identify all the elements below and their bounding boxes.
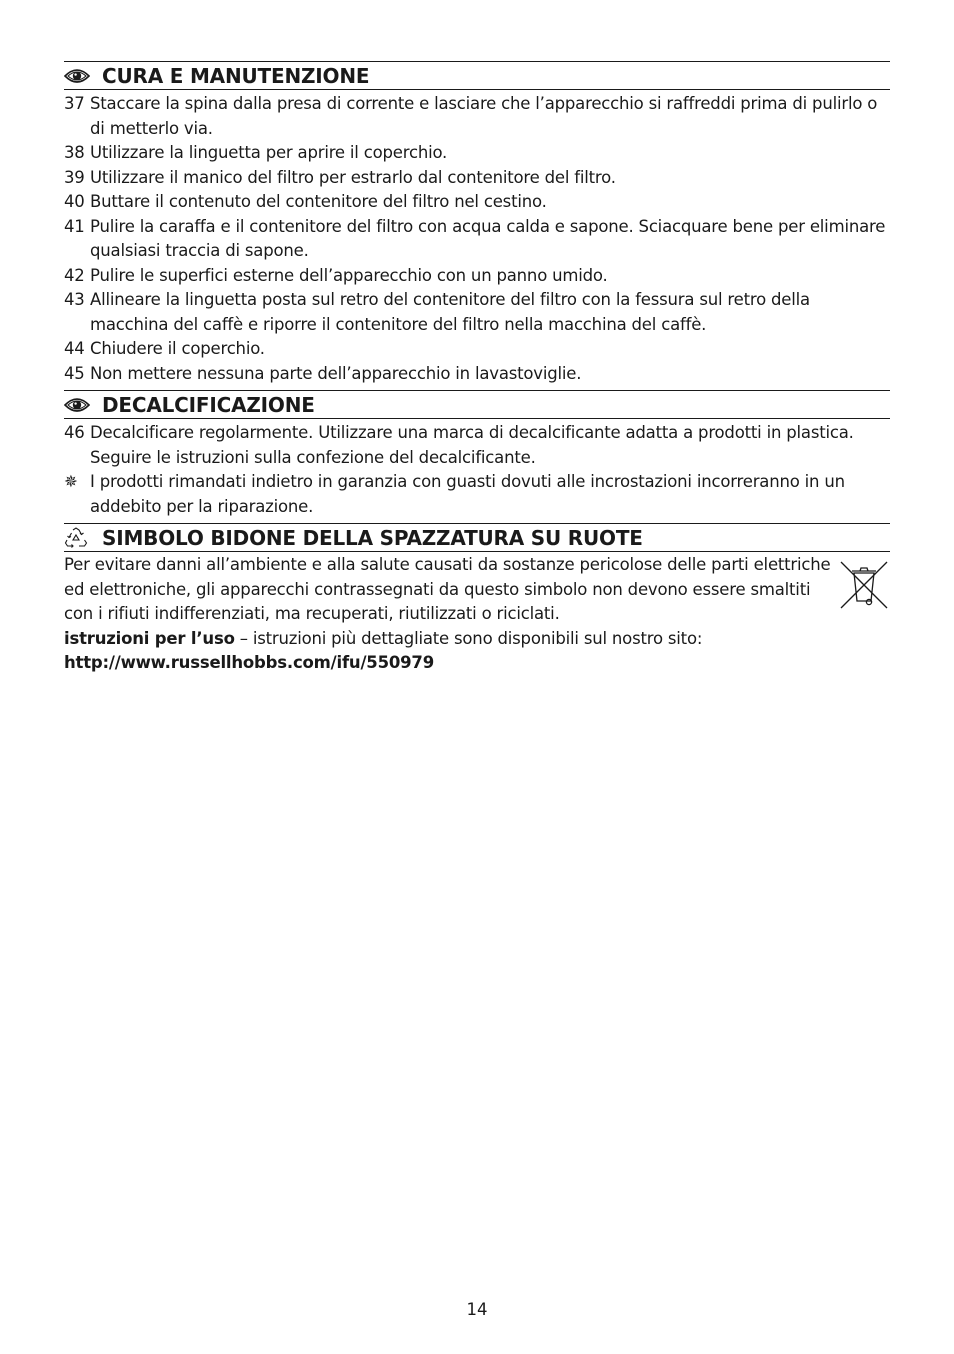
warning-star-icon: ✵	[64, 472, 78, 491]
instructions-label: istruzioni per l’uso	[64, 628, 235, 648]
page-number: 14	[466, 1300, 488, 1319]
list-item: ✵ I prodotti rimandati indietro in garanzia con guasti dovuti alle incrostazioni incorreranno in un addebito per la riparazione.	[64, 470, 890, 519]
list-item: 44 Chiudere il coperchio.	[64, 339, 265, 358]
section-title: SIMBOLO BIDONE DELLA SPAZZATURA SU RUOTE	[102, 525, 643, 550]
eye-icon	[64, 395, 90, 415]
instructions-url-link[interactable]: http://www.russellhobbs.com/ifu/550979	[64, 653, 434, 672]
list-item: 41 Pulire la caraffa e il contenitore del filtro con acqua calda e sapone. Sciacquare bene per eliminare qualsiasi traccia di sapone.	[64, 216, 886, 260]
section-header-descaling	[64, 390, 890, 419]
crossed-out-wheelie-bin-icon	[838, 559, 890, 611]
weee-paragraph: Per evitare danni all’ambiente e alla salute causati da sostanze pericolose delle parti elettriche ed elettroniche, gli apparecchi contrassegnati da questo simbolo non devono essere smaltiti con i rifiuti indifferenziati, ma recuperati, riutilizzati o riciclati.	[64, 555, 831, 623]
list-item: 46 Decalcificare regolarmente. Utilizzare una marca di decalcificante adatta a prodotti in plastica. Seguire le istruzioni sulla confezione del decalcificante.	[64, 423, 854, 467]
section-title: DECALCIFICAZIONE	[102, 392, 315, 417]
instructions-text: – istruzioni più dettagliate sono disponibili sul nostro sito:	[234, 628, 703, 648]
eye-icon	[64, 66, 90, 86]
list-item: 45 Non mettere nessuna parte dell’apparecchio in lavastoviglie.	[64, 363, 582, 383]
list-item: 43 Allineare la linguetta posta sul retro del contenitore del filtro con la fessura sul retro della macchina del caffè e riporre il contenitore del filtro nella macchina del caffè.	[64, 290, 810, 334]
weee-block	[64, 553, 890, 627]
list-item: 42 Pulire le superfici esterne dell’apparecchio con un panno umido.	[64, 265, 608, 285]
instructions-line	[64, 627, 890, 652]
list-item: 37 Staccare la spina dalla presa di corrente e lasciare che l’apparecchio si raffreddi prima di pulirlo o di metterlo via.	[64, 94, 878, 138]
document-page	[64, 61, 890, 676]
list-item: 39 Utilizzare il manico del filtro per estrarlo dal contenitore del filtro.	[64, 167, 616, 187]
descaling-list	[64, 421, 890, 519]
list-item: 38 Utilizzare la linguetta per aprire il coperchio.	[64, 143, 448, 162]
section-title: CURA E MANUTENZIONE	[102, 63, 370, 88]
list-item: 40 Buttare il contenuto del contenitore del filtro nel cestino.	[64, 192, 547, 211]
care-list	[64, 92, 890, 386]
section-header-care	[64, 61, 890, 90]
section-header-weee	[64, 523, 890, 552]
recycle-icon	[64, 528, 90, 548]
